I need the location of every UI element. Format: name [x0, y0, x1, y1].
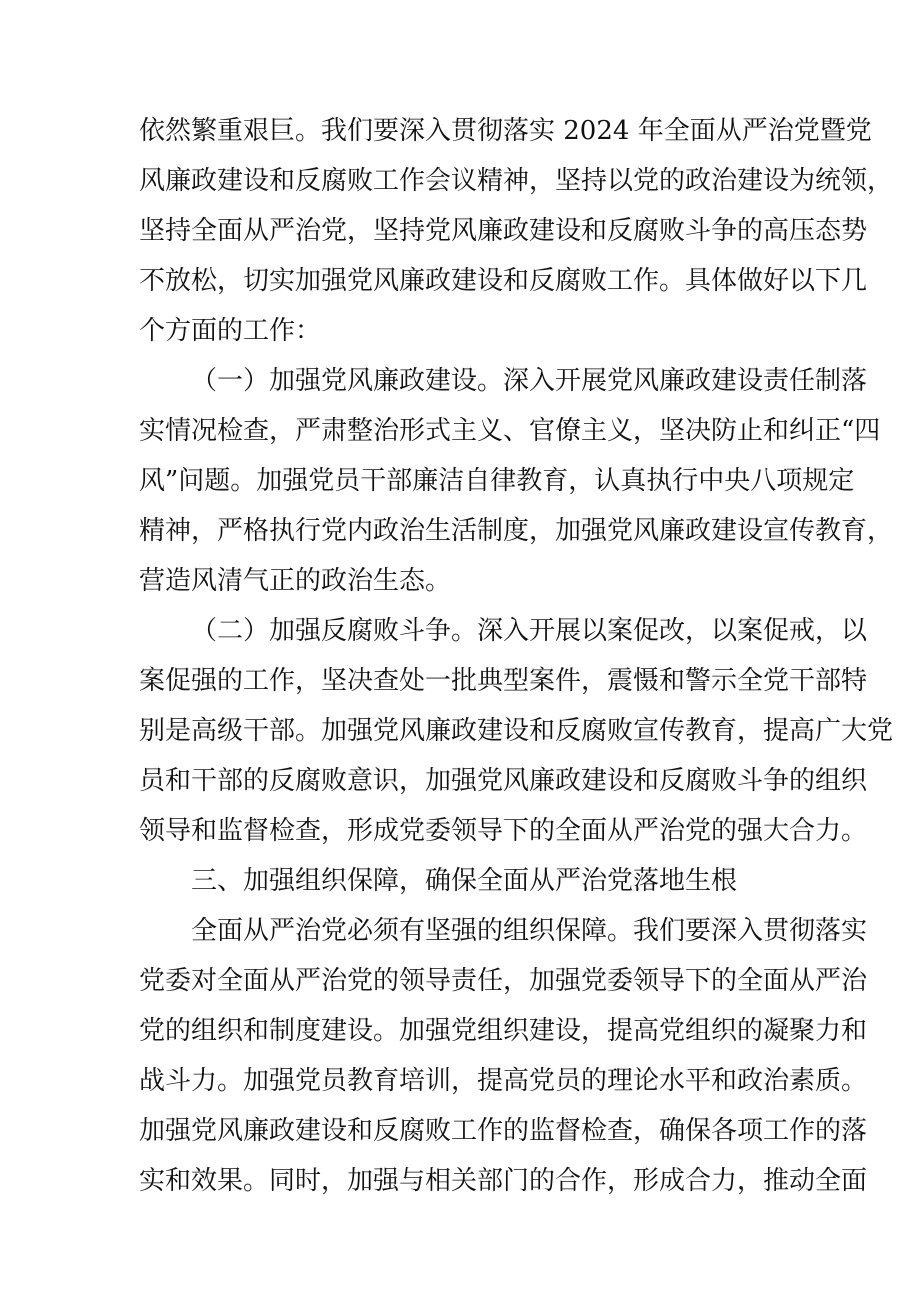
- text-line: 依然繁重艰巨。我们要深入贯彻落实 2024 年全面从严治党暨党: [139, 116, 872, 146]
- text-line: 别是高级干部。加强党风廉政建设和反腐败宣传教育，提高广大党: [139, 716, 894, 746]
- text-line: 党委对全面从严治党的领导责任，加强党委领导下的全面从严治: [139, 966, 868, 996]
- text-line: 实和效果。同时，加强与相关部门的合作，形成合力，推动全面: [139, 1166, 868, 1196]
- text-line: 领导和监督检查，形成党委领导下的全面从严治党的强大合力。: [139, 816, 868, 846]
- section-heading-3: 三、加强组织保障，确保全面从严治党落地生根: [191, 866, 738, 896]
- text-line: 员和干部的反腐败意识，加强党风廉政建设和反腐败斗争的组织: [139, 766, 868, 796]
- text-line: 个方面的工作：: [139, 316, 322, 346]
- text-line: 精神，严格执行党内政治生活制度，加强党风廉政建设宣传教育，: [139, 516, 894, 546]
- text-line: 实情况检查，严肃整治形式主义、官僚主义，坚决防止和纠正“四: [139, 416, 881, 446]
- text-line: 案促强的工作，坚决查处一批典型案件，震慑和警示全党干部特: [139, 666, 868, 696]
- text-line: 风廉政建设和反腐败工作会议精神，坚持以党的政治建设为统领，: [139, 166, 894, 196]
- text-line: 营造风清气正的政治生态。: [139, 566, 452, 596]
- text-line: 坚持全面从严治党，坚持党风廉政建设和反腐败斗争的高压态势: [139, 216, 868, 246]
- text-line: 全面从严治党必须有坚强的组织保障。我们要深入贯彻落实: [191, 916, 868, 946]
- text-line: 加强党风廉政建设和反腐败工作的监督检查，确保各项工作的落: [139, 1116, 868, 1146]
- text-line: 战斗力。加强党员教育培训，提高党员的理论水平和政治素质。: [139, 1066, 868, 1096]
- text-line: 风”问题。加强党员干部廉洁自律教育，认真执行中央八项规定: [139, 466, 855, 496]
- paragraph-heading-2: （二）加强反腐败斗争。深入开展以案促改，以案促戒，以: [191, 616, 868, 646]
- text-line: 党的组织和制度建设。加强党组织建设，提高党组织的凝聚力和: [139, 1016, 868, 1046]
- text-line: 不放松，切实加强党风廉政建设和反腐败工作。具体做好以下几: [139, 266, 868, 296]
- paragraph-heading-1: （一）加强党风廉政建设。深入开展党风廉政建设责任制落: [191, 366, 868, 396]
